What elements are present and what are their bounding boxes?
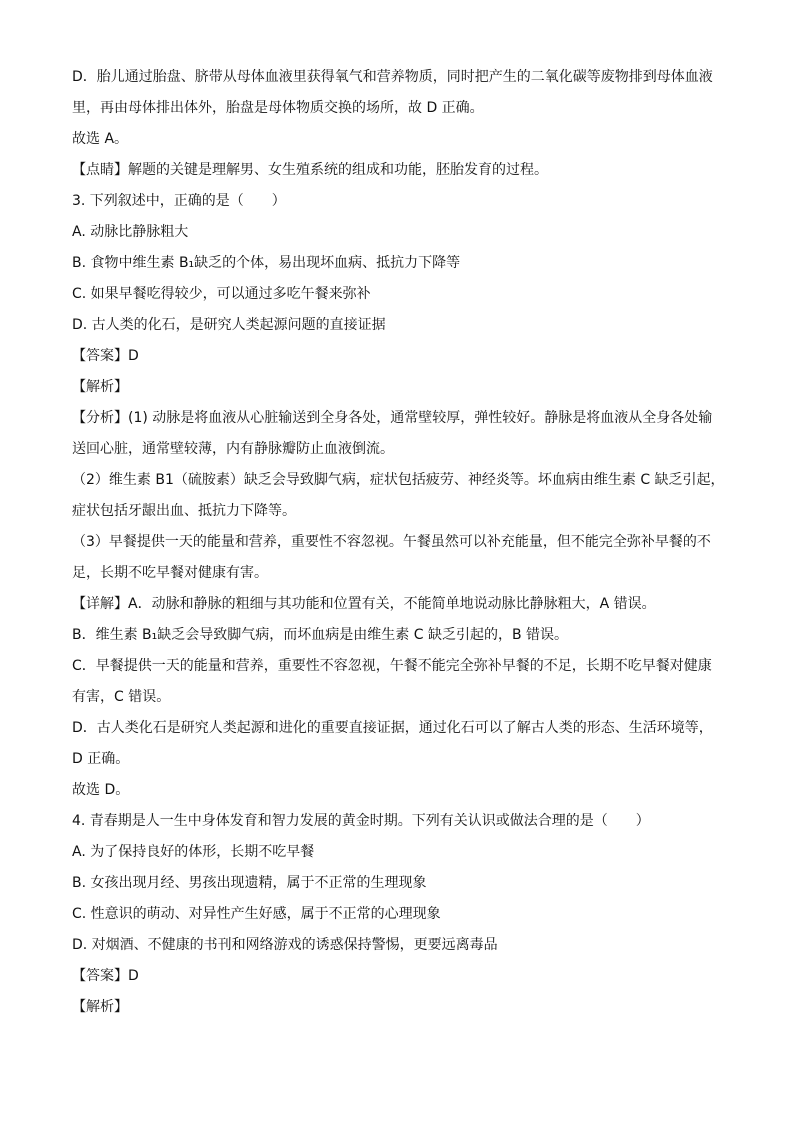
- q4-stem: 4. 青春期是人一生中身体发育和智力发展的黄金时期。下列有关认识或做法合理的是（ ）: [72, 813, 650, 829]
- q3-detail-2: B．维生素 B₁缺乏会导致脚气病，而坏血病是由维生素 C 缺乏引起的，B 错误。: [72, 627, 569, 643]
- q4-option-c: C. 性意识的萌动、对异性产生好感，属于不正常的心理现象: [72, 906, 441, 922]
- q3-answer: 【答案】D: [72, 348, 139, 364]
- q3-analysis-2: 送回心脏，通常壁较薄，内有静脉瓣防止血液倒流。: [72, 441, 394, 457]
- q3-option-c: C. 如果早餐吃得较少，可以通过多吃午餐来弥补: [72, 286, 371, 302]
- q3-option-b: B. 食物中维生素 B₁缺乏的个体，易出现坏血病、抵抗力下降等: [72, 255, 461, 271]
- prev-tip: 【点睛】解题的关键是理解男、女生殖系统的组成和功能，胚胎发育的过程。: [72, 162, 548, 178]
- q3-analysis-3: （2）维生素 B1（硫胺素）缺乏会导致脚气病，症状包括疲劳、神经炎等。坏血病由维生素 C 缺乏引起，: [72, 472, 725, 488]
- q3-analysis-title: 【解析】: [72, 379, 128, 395]
- q3-analysis-4: 症状包括牙龈出血、抵抗力下降等。: [72, 503, 296, 519]
- q3-stem: 3. 下列叙述中，正确的是（ ）: [72, 193, 286, 209]
- prev-option-d-line2: 里，再由母体排出体外，胎盘是母体物质交换的场所，故 D 正确。: [72, 100, 484, 116]
- document-page: [72, 62, 725, 1023]
- q3-option-d: D. 古人类的化石，是研究人类起源问题的直接证据: [72, 317, 386, 333]
- q3-detail-4: 有害，C 错误。: [72, 689, 171, 705]
- prev-choose: 故选 A。: [72, 131, 129, 147]
- q3-analysis-1: 【分析】(1) 动脉是将血液从心脏输送到全身各处，通常壁较厚，弹性较好。静脉是将血液从全身各处输: [72, 410, 713, 426]
- q3-analysis-6: 足，长期不吃早餐对健康有害。: [72, 565, 268, 581]
- q4-answer: 【答案】D: [72, 968, 139, 984]
- q3-detail-1: 【详解】A．动脉和静脉的粗细与其功能和位置有关，不能简单地说动脉比静脉粗大，A 错误。: [72, 596, 656, 612]
- q3-analysis-5: （3）早餐提供一天的能量和营养，重要性不容忽视。午餐虽然可以补充能量，但不能完全弥补早餐的不: [72, 534, 711, 550]
- q4-option-b: B. 女孩出现月经、男孩出现遗精，属于不正常的生理现象: [72, 875, 427, 891]
- q3-option-a: A. 动脉比静脉粗大: [72, 224, 189, 240]
- q3-choose: 故选 D。: [72, 782, 130, 798]
- q4-analysis-title: 【解析】: [72, 999, 128, 1015]
- q3-detail-6: D 正确。: [72, 751, 130, 767]
- q4-option-d: D. 对烟酒、不健康的书刊和网络游戏的诱惑保持警惕，更要远离毒品: [72, 937, 498, 953]
- prev-option-d-line1: D．胎儿通过胎盘、脐带从母体血液里获得氧气和营养物质，同时把产生的二氧化碳等废物排到母体血液: [72, 69, 713, 85]
- q3-detail-3: C．早餐提供一天的能量和营养，重要性不容忽视，午餐不能完全弥补早餐的不足，长期不吃早餐对健康: [72, 658, 712, 674]
- q3-detail-5: D．古人类化石是研究人类起源和进化的重要直接证据，通过化石可以了解古人类的形态、生活环境等，: [72, 720, 713, 736]
- q4-option-a: A. 为了保持良好的体形，长期不吃早餐: [72, 844, 315, 860]
